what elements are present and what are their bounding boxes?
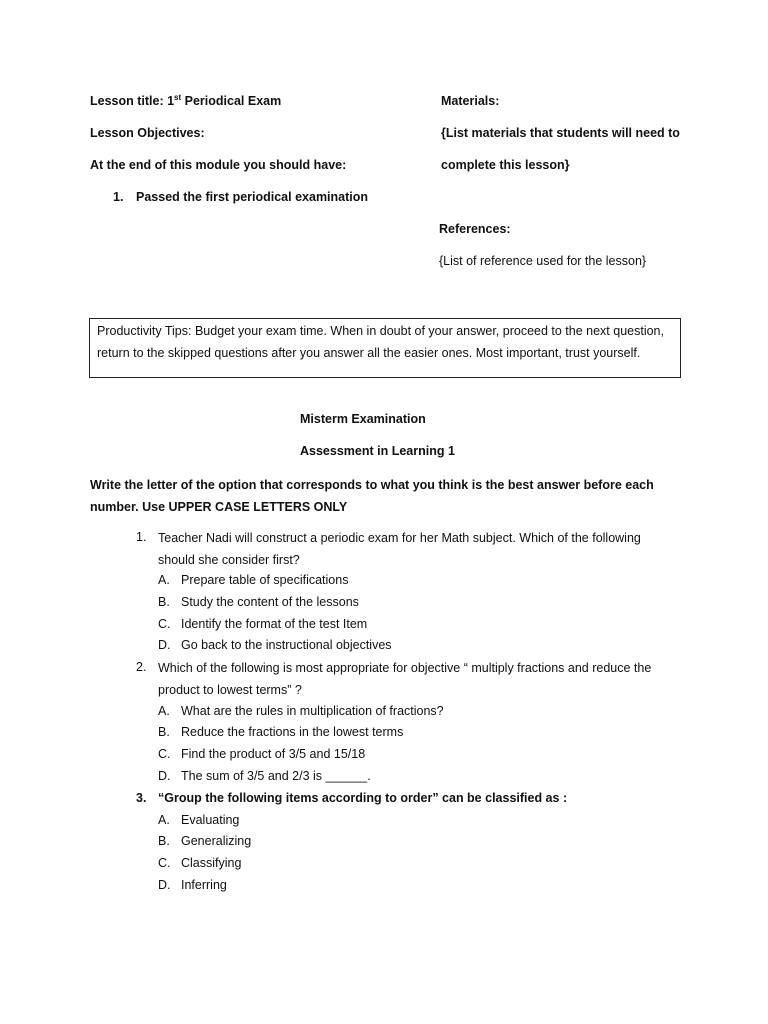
option-text: Evaluating	[181, 813, 240, 827]
option-letter: B.	[158, 834, 170, 848]
option-text: Identify the format of the test Item	[181, 617, 368, 631]
lesson-title	[90, 94, 281, 108]
question-text: “Group the following items according to order” can be classified as :	[158, 791, 568, 805]
option-letter: C.	[158, 617, 171, 631]
option-text: What are the rules in multiplication of fractions?	[181, 704, 444, 718]
option-text: Inferring	[181, 878, 227, 892]
exam-instructions: Write the letter of the option that corresponds to what you think is the best answer before each number. Use UPPER CASE LETTERS ONLY	[90, 478, 654, 514]
option-text: Classifying	[181, 856, 242, 870]
objective-number: 1.	[113, 190, 124, 204]
option-text: Prepare table of specifications	[181, 573, 349, 587]
option-text: The sum of 3/5 and 2/3 is ______.	[181, 769, 371, 783]
exam-subtitle: Assessment in Learning 1	[300, 444, 455, 458]
references-text: {List of reference used for the lesson}	[439, 254, 647, 268]
option-text: Study the content of the lessons	[181, 595, 359, 609]
option-letter: C.	[158, 747, 171, 761]
question-number: 1.	[136, 530, 147, 544]
materials-label: Materials:	[441, 94, 500, 108]
option-letter: D.	[158, 769, 171, 783]
option-letter: C.	[158, 856, 171, 870]
option-letter: B.	[158, 725, 170, 739]
question-text: Teacher Nadi will construct a periodic exam for her Math subject. Which of the following should she consider first?	[158, 531, 641, 567]
question-text: Which of the following is most appropriate for objective “ multiply fractions and reduce the product to lowest terms” ?	[158, 661, 652, 697]
option-text: Find the product of 3/5 and 15/18	[181, 747, 366, 761]
option-text: Go back to the instructional objectives	[181, 638, 392, 652]
materials-line-1: {List materials that students will need to	[441, 126, 680, 140]
option-letter: A.	[158, 704, 170, 718]
option-letter: D.	[158, 878, 171, 892]
option-letter: D.	[158, 638, 171, 652]
objectives-intro: At the end of this module you should have:	[90, 158, 347, 172]
option-letter: A.	[158, 813, 170, 827]
option-letter: B.	[158, 595, 170, 609]
lesson-title-rest: Periodical Exam	[181, 94, 282, 108]
option-letter: A.	[158, 573, 170, 587]
objective-item: Passed the first periodical examination	[136, 190, 369, 204]
question-number: 3.	[136, 791, 147, 805]
option-text: Reduce the fractions in the lowest terms	[181, 725, 404, 739]
option-text: Generalizing	[181, 834, 252, 848]
productivity-tips-box	[89, 318, 681, 378]
references-label: References:	[439, 222, 511, 236]
question-number: 2.	[136, 660, 147, 674]
lesson-title-superscript: st	[174, 92, 182, 102]
exam-title: Misterm Examination	[300, 412, 426, 426]
lesson-title-label: Lesson title: 1	[90, 94, 175, 108]
objectives-label: Lesson Objectives:	[90, 126, 205, 140]
productivity-tips-text: Productivity Tips: Budget your exam time. When in doubt of your answer, proceed to the next question, return to the skipped questions after you answer all the easier ones. Most important, trust yourself.	[97, 324, 664, 360]
materials-line-2: complete this lesson}	[441, 158, 570, 172]
